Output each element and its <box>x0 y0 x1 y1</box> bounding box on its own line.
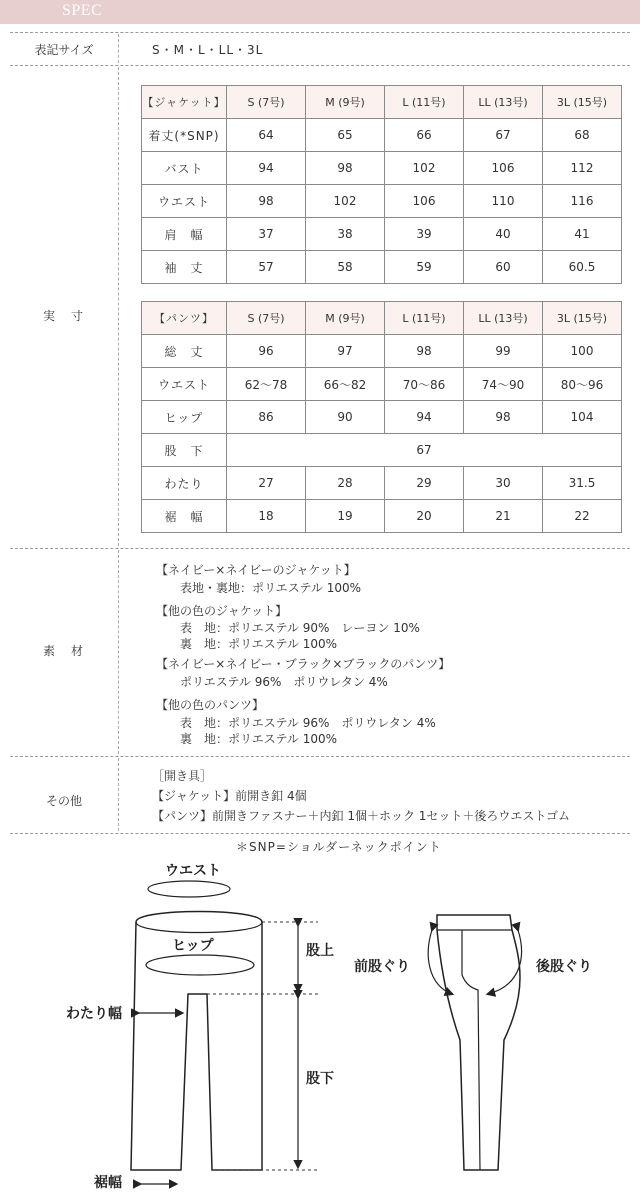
table-cell: 86 <box>227 401 306 434</box>
table-cell: 80～96 <box>543 368 622 401</box>
table-cell: 106 <box>464 152 543 185</box>
table-header-cell: L (11号) <box>385 86 464 119</box>
table-row <box>142 500 622 533</box>
table-cell: 67 <box>227 434 622 467</box>
table-cell: 68 <box>543 119 622 152</box>
table-cell: 65 <box>306 119 385 152</box>
table-header-cell: 3L (15号) <box>543 302 622 335</box>
other-lines <box>152 766 570 826</box>
pants-size-table <box>141 301 622 533</box>
table-cell: 裾 幅 <box>142 500 227 533</box>
table-cell: わたり <box>142 467 227 500</box>
material-line: 【ネイビー×ネイビー・ブラック×ブラックのパンツ】 <box>156 657 451 671</box>
spec-title: SPEC <box>62 2 103 19</box>
table-cell: ウエスト <box>142 368 227 401</box>
table-cell: 60 <box>464 251 543 284</box>
diagram-inseam-label: 股下 <box>306 1071 334 1087</box>
table-header-row <box>142 86 622 119</box>
table-cell: 102 <box>306 185 385 218</box>
column-divider <box>118 67 119 546</box>
material-label: 素 材 <box>42 644 85 658</box>
table-row <box>142 218 622 251</box>
table-cell: 70～86 <box>385 368 464 401</box>
table-cell: 30 <box>464 467 543 500</box>
table-cell: 64 <box>227 119 306 152</box>
table-header-cell: 【パンツ】 <box>142 302 227 335</box>
diagram-waist-label: ウエスト <box>165 863 221 879</box>
size-label: 表記サイズ <box>34 43 94 57</box>
table-cell: 59 <box>385 251 464 284</box>
table-cell: 総 丈 <box>142 335 227 368</box>
table-cell: 22 <box>543 500 622 533</box>
table-cell: 116 <box>543 185 622 218</box>
table-cell: 112 <box>543 152 622 185</box>
material-line: 表 地：ポリエステル 96% ポリウレタン 4% <box>156 716 436 730</box>
spec-header <box>0 0 640 24</box>
table-cell: 肩 幅 <box>142 218 227 251</box>
table-header-cell: 3L (15号) <box>543 86 622 119</box>
table-cell: 90 <box>306 401 385 434</box>
jacket-size-table <box>141 85 622 284</box>
divider <box>10 833 630 834</box>
table-header-cell: L (11号) <box>385 302 464 335</box>
table-cell: 27 <box>227 467 306 500</box>
table-cell: 74～90 <box>464 368 543 401</box>
table-cell: 39 <box>385 218 464 251</box>
table-row <box>142 434 622 467</box>
table-cell: 66～82 <box>306 368 385 401</box>
table-cell: 29 <box>385 467 464 500</box>
divider <box>10 32 630 33</box>
table-cell: 19 <box>306 500 385 533</box>
diagram-rise-label: 股上 <box>306 943 334 959</box>
table-cell: 58 <box>306 251 385 284</box>
diagram-front-rise-label: 前股ぐり <box>354 959 410 975</box>
table-cell: 38 <box>306 218 385 251</box>
size-values: S・M・L・LL・3L <box>152 43 264 57</box>
table-cell: 20 <box>385 500 464 533</box>
table-row <box>142 251 622 284</box>
table-cell: 28 <box>306 467 385 500</box>
table-cell: バスト <box>142 152 227 185</box>
table-cell: 102 <box>385 152 464 185</box>
table-cell: 94 <box>385 401 464 434</box>
table-header-cell: M (9号) <box>306 302 385 335</box>
column-divider <box>118 34 119 63</box>
table-cell: 98 <box>385 335 464 368</box>
column-divider <box>118 758 119 831</box>
table-cell: 96 <box>227 335 306 368</box>
other-line: 【ジャケット】前開き釦 4個 <box>152 789 307 803</box>
diagram-back-rise-label: 後股ぐり <box>536 959 592 975</box>
other-label: その他 <box>45 794 82 808</box>
table-header-cell: LL (13号) <box>464 86 543 119</box>
table-header-cell: M (9号) <box>306 86 385 119</box>
divider <box>10 65 630 66</box>
pants-front-illustration <box>131 881 262 1170</box>
table-cell: 57 <box>227 251 306 284</box>
diagram-thigh-label: わたり幅 <box>66 1006 122 1022</box>
material-line: 表 地：ポリエステル 90% レーヨン 10% <box>156 621 420 635</box>
material-line: 【ネイビー×ネイビーのジャケット】 <box>156 563 356 577</box>
table-cell: 66 <box>385 119 464 152</box>
table-cell: 98 <box>227 185 306 218</box>
table-header-cell: S (7号) <box>227 86 306 119</box>
table-cell: 股 下 <box>142 434 227 467</box>
table-row <box>142 467 622 500</box>
diagram-hip-label: ヒップ <box>172 938 214 954</box>
material-line: ポリエステル 96% ポリウレタン 4% <box>156 675 388 689</box>
table-cell: 21 <box>464 500 543 533</box>
divider <box>10 756 630 757</box>
table-header-cell: S (7号) <box>227 302 306 335</box>
table-cell: 37 <box>227 218 306 251</box>
table-row <box>142 119 622 152</box>
table-row <box>142 401 622 434</box>
table-cell: 31.5 <box>543 467 622 500</box>
table-cell: 99 <box>464 335 543 368</box>
table-row <box>142 185 622 218</box>
table-cell: 40 <box>464 218 543 251</box>
table-cell: 着丈(*SNP) <box>142 119 227 152</box>
table-row <box>142 368 622 401</box>
column-divider <box>118 550 119 754</box>
other-line: 【パンツ】前開きファスナー＋内釦 1個＋ホック 1セット＋後ろウエストゴム <box>152 809 570 823</box>
table-cell: 94 <box>227 152 306 185</box>
table-cell: 110 <box>464 185 543 218</box>
table-cell: 67 <box>464 119 543 152</box>
pants-side-illustration <box>428 915 521 1170</box>
table-header-row <box>142 302 622 335</box>
material-line: 【他の色のパンツ】 <box>156 698 265 712</box>
diagram-hem-label: 裾幅 <box>94 1175 122 1191</box>
table-cell: 104 <box>543 401 622 434</box>
material-line: 【他の色のジャケット】 <box>156 604 288 618</box>
table-row <box>142 152 622 185</box>
table-cell: 60.5 <box>543 251 622 284</box>
table-cell: 袖 丈 <box>142 251 227 284</box>
table-header-cell: LL (13号) <box>464 302 543 335</box>
table-cell: 97 <box>306 335 385 368</box>
table-cell: 100 <box>543 335 622 368</box>
table-row <box>142 335 622 368</box>
table-cell: 41 <box>543 218 622 251</box>
table-cell: 98 <box>464 401 543 434</box>
table-cell: 106 <box>385 185 464 218</box>
divider <box>10 548 630 549</box>
snp-note: ＊SNP=ショルダーネックポイント <box>236 840 442 854</box>
other-line: ［開き具］ <box>152 769 213 783</box>
table-cell: 62～78 <box>227 368 306 401</box>
table-header-cell: 【ジャケット】 <box>142 86 227 119</box>
table-cell: 18 <box>227 500 306 533</box>
table-cell: ヒップ <box>142 401 227 434</box>
material-line: 裏 地：ポリエステル 100% <box>156 732 338 746</box>
table-cell: 98 <box>306 152 385 185</box>
material-line: 表地・裏地：ポリエステル 100% <box>156 581 362 595</box>
table-cell: ウエスト <box>142 185 227 218</box>
material-line: 裏 地：ポリエステル 100% <box>156 637 338 651</box>
measure-label: 実 寸 <box>42 309 85 323</box>
